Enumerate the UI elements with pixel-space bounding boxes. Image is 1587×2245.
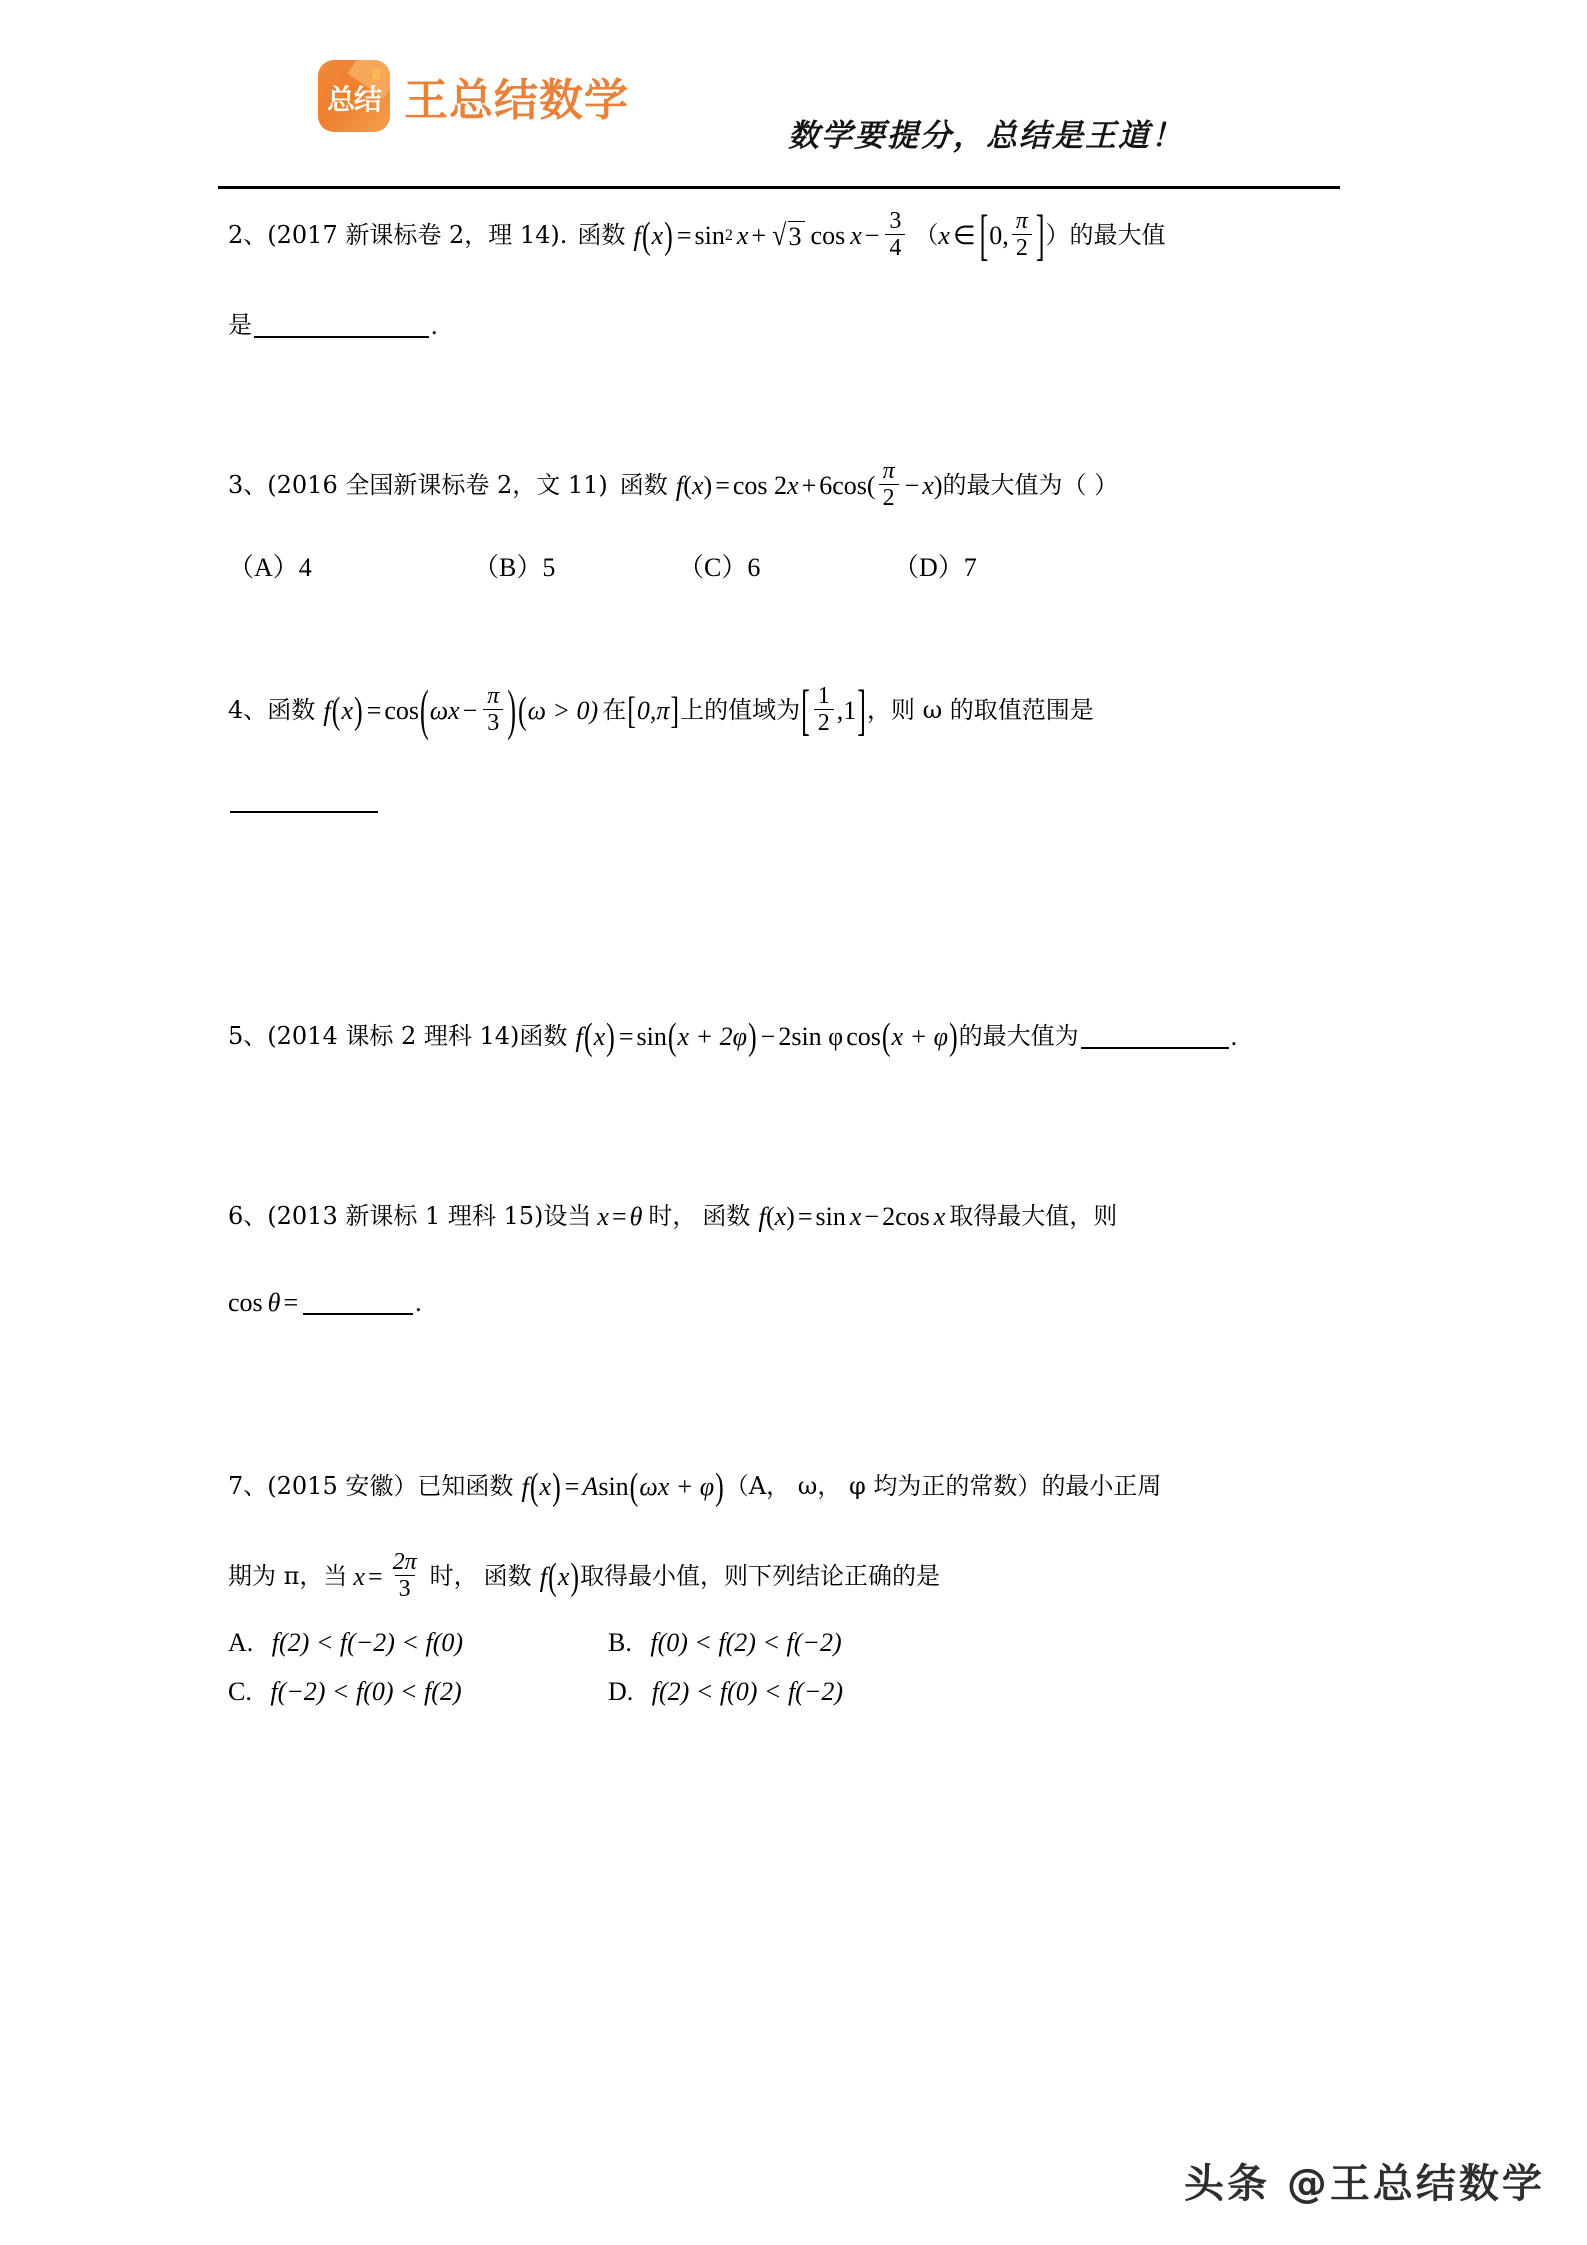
q3-option-c[interactable] [678,554,893,581]
q3-option-c-label: （C） [678,552,748,582]
question-6-line-1 [228,1195,1358,1239]
header-divider [218,186,1340,189]
question-6-line-2 [228,1281,1358,1325]
q2-paren-close: ) [664,214,673,257]
q2-fn-arg: x [651,221,664,251]
q6-eq2: = [797,1202,813,1232]
q2-sqrt [771,218,804,252]
q5-number: 5、 [228,1022,268,1051]
q4-cond-open: ( [517,689,527,732]
q2-domain-pi: π [1015,208,1028,234]
q7-line2-eq: = [367,1562,383,1592]
q4-big-paren-open: ( [420,679,429,742]
q3-option-a-label: （A） [228,552,299,582]
q7-frac-num: 2π [392,1549,417,1575]
q4-mid-2: 上的值域为 [680,696,801,725]
q7-option-a-label: A. [228,1627,254,1657]
document-header [218,48,1340,168]
q4-fn-name: f [323,695,331,726]
q4-paren-open: ( [331,689,341,732]
q4-answer-blank[interactable] [230,789,378,813]
q7-arg: ωx + φ [639,1472,715,1502]
footer-watermark: 头条 @王总结数学 [1184,2161,1545,2207]
q4-interval: 0,π [636,696,670,726]
q4-interval-close: ] [670,689,680,732]
q3-cos-open: cos( [832,471,876,501]
q3-option-a[interactable] [228,554,473,581]
q6-cos-theta-label: cos [228,1288,263,1318]
question-7-line-2 [228,1551,1358,1603]
q2-domain-open: （ [914,221,939,250]
question-7-options-row-1 [228,1629,1358,1656]
q5-arg2-close: ) [949,1015,958,1058]
q6-paren-close: ) [786,1202,795,1232]
q3-number: 3、 [228,471,268,500]
q3-option-b-label: （B） [473,552,543,582]
q7-arg-open: ( [629,1465,639,1508]
q6-stem-prefix: 设当 [543,1202,592,1231]
q7-fn-name: f [521,1471,529,1502]
q7-paren-open: ( [529,1465,539,1508]
q2-cos: cos [810,221,846,251]
q5-stem-prefix: 函数 [519,1022,568,1051]
q7-fraction [389,1550,421,1602]
q4-big-paren-close: ) [507,679,516,742]
q5-arg1-open: ( [667,1015,677,1058]
q5-sinphi: sin φ [791,1022,844,1052]
q2-domain-var: x [938,221,950,251]
q2-tail: 的最大值 [1069,221,1166,250]
q6-number: 6、 [228,1202,268,1231]
q4-number: 4、 [228,696,268,725]
q7-line2-fn-arg: x [557,1562,570,1592]
q4-cos: cos [384,696,420,726]
q5-answer-blank[interactable] [1081,1025,1229,1049]
q2-sqrt-radicand: 3 [788,221,805,251]
q2-cos-arg: x [850,221,862,251]
q3-paren-close: ) [703,471,713,501]
q7-tail: 的最小正周 [1041,1472,1162,1501]
q6-period: . [415,1288,422,1318]
q5-arg1-close: ) [747,1015,757,1058]
q3-option-a-value: 4 [298,552,312,582]
q3-frac-den: 2 [879,484,899,510]
q2-domain-two: 2 [1012,234,1032,260]
q4-interval-open: [ [627,689,636,732]
q3-equals: = [715,471,730,501]
q7-option-c-expr: f(−2) < f(0) < f(2) [270,1677,462,1707]
question-7 [228,1465,1358,1706]
q4-range-open: [ [801,679,810,742]
q4-frac-den: 3 [483,709,503,735]
q7-option-d-label: D. [608,1677,634,1707]
q7-frac-den: 3 [395,1575,415,1601]
q4-equals: = [366,696,382,726]
q5-sin: sin [636,1022,667,1052]
q5-equals: = [618,1022,634,1052]
q7-option-a[interactable] [228,1629,608,1656]
question-3-line-1 [228,460,1358,512]
q7-line2-fn-prefix: 函数 [483,1562,532,1591]
question-4-line-1 [228,679,1358,742]
logo-badge [318,60,390,132]
q7-amplitude: A [582,1472,599,1502]
q3-option-d-value: 7 [963,552,977,582]
q7-line2-x: x [353,1562,365,1592]
q5-two: 2 [778,1022,792,1052]
question-5-line-1 [228,1015,1358,1059]
q3-paren-open: ( [683,471,692,501]
q6-when: 时， [648,1202,697,1231]
brand-logo [318,60,629,132]
q3-stem-prefix: 函数 [619,471,668,500]
q7-number: 7、 [228,1472,268,1501]
q2-period: . [431,311,438,341]
q7-option-d-expr: f(2) < f(0) < f(−2) [651,1677,844,1707]
q5-arg1: x + 2φ [677,1022,747,1052]
q7-option-c[interactable] [228,1678,608,1705]
q4-range-close: ] [857,679,866,742]
q7-line2-paren-open: ( [548,1555,557,1598]
q7-option-b-expr: f(0) < f(2) < f(−2) [650,1627,842,1657]
q2-number: 2、 [228,221,268,250]
q5-minus: − [760,1022,776,1052]
q2-bracket-close: ] [1035,204,1045,267]
header-tagline: 数学要提分，总结是王道！ [788,118,1184,154]
q2-answer-blank[interactable] [254,314,429,338]
q7-option-c-label: C. [228,1677,252,1707]
q2-stem-prefix: 函数 [577,221,626,250]
q2-fn-name: f [633,220,641,251]
q5-fn-arg: x [593,1022,606,1052]
q3-fn-arg: x [691,471,704,501]
q5-cos: cos [846,1022,881,1052]
q4-paren-close: ) [354,689,363,732]
crown-icon: ♕ [369,67,383,83]
q3-option-d[interactable] [893,554,977,581]
q2-exponent: 2 [724,226,733,244]
q3-minus: − [904,471,920,501]
q2-domain-fraction [1012,209,1032,261]
q2-paren-open: ( [641,214,651,257]
q3-cos2: cos 2 [732,471,788,501]
q7-source: (2015 安徽） [267,1472,418,1501]
q4-minus: − [462,696,478,726]
q7-equals: = [564,1472,580,1502]
radical-icon: √ [772,218,787,252]
q4-range-den: 2 [814,709,834,735]
q6-equals: = [611,1202,627,1232]
q2-minus: − [864,221,880,251]
q3-inner-x: x [922,471,934,501]
q3-six: 6 [819,471,833,501]
q7-line2-tail: 取得最小值，则下列结论正确的是 [580,1562,941,1591]
q7-option-d[interactable] [608,1678,843,1705]
question-5 [228,1015,1358,1059]
q6-fn-arg: x [774,1202,787,1232]
q3-option-b-value: 5 [542,552,556,582]
q4-tail: ，则 ω 的取值范围是 [866,696,1094,725]
q2-plus: + [751,221,767,251]
q5-tail: 的最大值为 [958,1022,1079,1051]
question-2-line-2 [228,304,1358,348]
q3-option-b[interactable] [473,554,678,581]
q5-arg2: x + φ [891,1022,948,1052]
q7-fn-arg: x [539,1472,552,1502]
q6-sin: sin [815,1202,846,1232]
q3-option-c-value: 6 [747,552,761,582]
logo-badge-text: 总结 [326,83,381,116]
q2-sin: sin [694,221,725,251]
q4-range-one: ,1 [836,696,857,726]
question-4 [228,679,1358,823]
q5-paren-close: ) [606,1015,615,1058]
q4-fraction [483,684,503,736]
question-2-line-1 [228,204,1358,267]
question-6 [228,1195,1358,1325]
q6-fn-name: f [758,1201,766,1232]
q6-cos: cos [895,1202,930,1232]
q7-arg-close: ) [715,1465,724,1508]
q3-tail: 的最大值为（ ） [942,471,1119,500]
q3-fn-name: f [675,470,684,501]
question-7-line-1 [228,1465,1358,1509]
question-2 [228,204,1358,348]
q6-theta: θ [629,1202,643,1232]
q3-frac-num: π [882,458,895,484]
q4-stem-prefix: 函数 [267,696,316,725]
q2-equals: = [676,221,692,251]
q7-stem-prefix: 已知函数 [417,1472,514,1501]
question-3-options [228,554,1358,581]
q4-range-num: 1 [817,683,830,709]
q7-line2-mid: 时， [429,1562,478,1591]
q3-option-d-label: （D） [893,552,964,582]
q6-source: (2013 新课标 1 理科 15) [267,1202,544,1231]
q4-fn-arg: x [341,696,354,726]
q7-option-b[interactable] [608,1629,842,1656]
q3-var-x: x [787,471,799,501]
q7-line2-prefix: 期为 π，当 [228,1562,348,1591]
q3-fraction [879,459,899,511]
q4-range-fraction [814,684,834,736]
q2-fraction [885,209,905,261]
q2-source: (2017 新课标卷 2，理 14). [267,221,568,250]
q5-paren-open: ( [583,1015,593,1058]
q3-plus: + [801,471,817,501]
q3-source: (2016 全国新课标卷 2，文 11) [267,471,608,500]
q6-two: 2 [882,1202,896,1232]
q6-sin-arg: x [849,1202,862,1232]
q5-period: . [1230,1022,1238,1052]
question-4-line-2 [228,779,1358,823]
q6-answer-blank[interactable] [303,1291,413,1315]
q6-var-x: x [597,1202,609,1232]
q3-paren-close-2: ) [933,471,943,501]
q4-var-x: x [448,696,460,726]
q4-condition: ω > 0) [527,696,599,726]
q4-mid: 在 [602,696,627,725]
q7-line2-paren-close: ) [570,1555,580,1598]
q2-frac-den: 4 [885,234,905,260]
q5-fn-name: f [575,1021,583,1052]
q2-frac-num: 3 [889,208,902,234]
q5-source: (2014 课标 2 理科 14) [267,1022,520,1051]
q7-paren-close: ) [552,1465,561,1508]
q7-sin: sin [598,1472,629,1502]
q6-paren-open: ( [765,1202,775,1232]
brand-name: 王总结数学 [404,75,629,126]
q6-cos-arg: x [933,1202,946,1232]
q6-fn-prefix: 函数 [702,1202,751,1231]
q7-option-a-expr: f(2) < f(−2) < f(0) [271,1627,464,1657]
q4-omega: ω [429,696,449,726]
q7-line2-fn-name: f [539,1561,548,1592]
q2-domain-zero: 0, [989,221,1009,251]
q4-frac-num: π [487,683,500,709]
q6-eq3: = [283,1288,299,1318]
question-7-options-row-2 [228,1678,1358,1705]
q2-answer-prefix: 是 [228,311,252,340]
q6-minus: − [864,1202,880,1232]
q5-arg2-open: ( [881,1015,891,1058]
q6-tail: 取得最大值，则 [949,1202,1118,1231]
q6-theta-2: θ [267,1288,281,1318]
question-3 [228,460,1358,581]
q2-var-x: x [736,221,749,251]
q7-params: （A， ω， φ 均为正的常数） [724,1472,1042,1501]
q2-domain-in: ∈ [952,221,976,251]
q2-domain-close: ） [1045,221,1070,250]
q7-option-b-label: B. [608,1627,632,1657]
q2-bracket-open: [ [979,204,989,267]
